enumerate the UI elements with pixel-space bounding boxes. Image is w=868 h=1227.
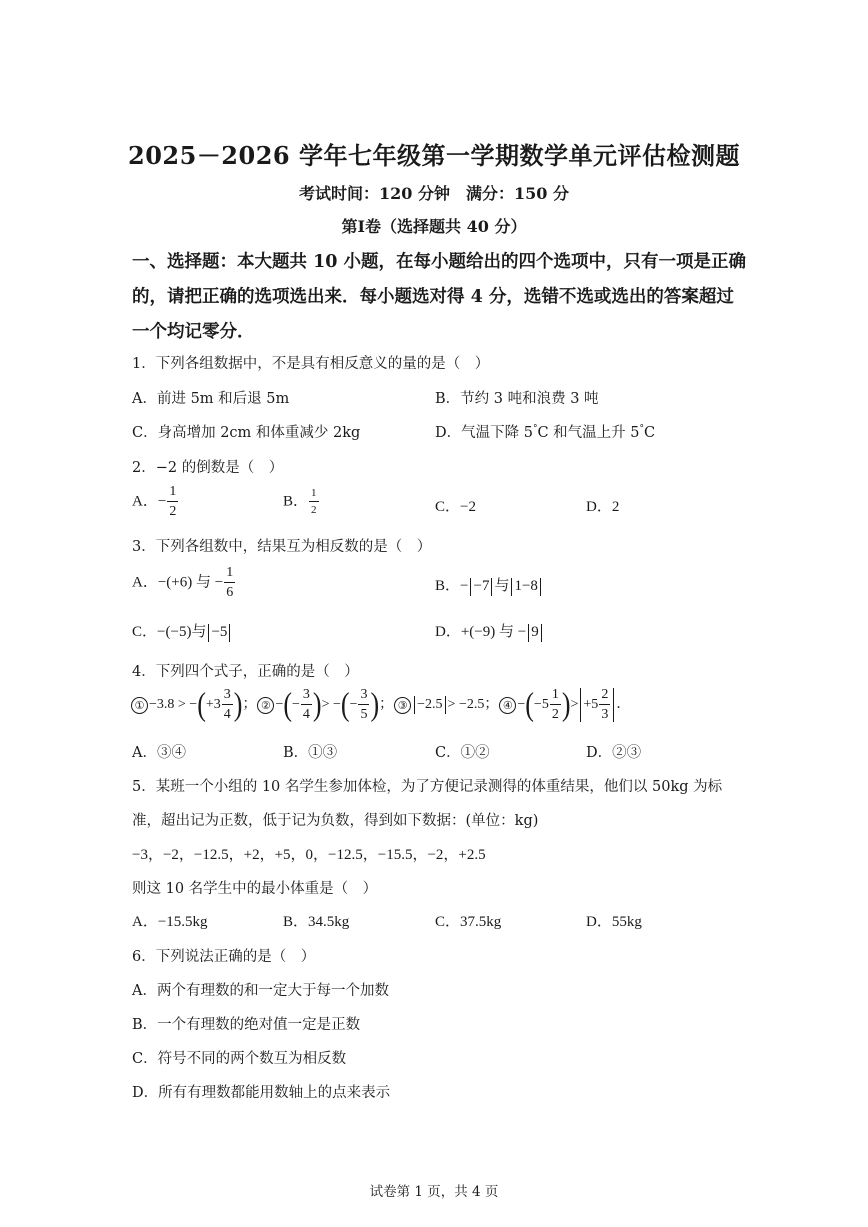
denominator: 6 (226, 585, 234, 600)
abs-bar (445, 696, 446, 714)
question-6-option-c: C．符号不同的两个数互为相反数 (132, 1051, 347, 1067)
conjunction: 与 (191, 624, 207, 640)
fraction (309, 488, 319, 516)
question-3-option-a (132, 566, 236, 600)
e1-inner: +3 (205, 697, 221, 713)
q1-d-mid: C 和气温上升 5 (537, 425, 640, 441)
question-1-option-a: A．前进 5m 和后退 5m (132, 391, 290, 407)
left-paren: ( (525, 686, 534, 723)
e2-mid: > − (321, 697, 341, 713)
question-5-data: −3，−2，−12.5，+2，+5，0，−12.5，−15.5，−2，+2.5 (132, 847, 486, 863)
option-label: A． (132, 493, 158, 510)
section-title: 第Ⅰ卷（选择题共 40 分） (341, 217, 527, 236)
e3-abs: −2.5 (417, 697, 443, 713)
question-2-option-b (283, 488, 320, 516)
option-label: B． (283, 493, 309, 510)
question-2-stem: 2．−2 的倒数是（ ） (132, 460, 284, 476)
numerator: 3 (301, 688, 312, 705)
question-2-option-c: C．−2 (435, 499, 476, 515)
numerator: 1 (224, 566, 235, 583)
abs-bar (229, 624, 230, 642)
abs-bar (580, 688, 581, 722)
page-footer: 试卷第 1 页，共 4 页 (369, 1184, 499, 1200)
question-4-stem: 4．下列四个式子，正确的是（ ） (132, 664, 359, 680)
q1-d-suffix: C (644, 425, 656, 441)
question-5-stem-3: 则这 10 名学生中的最小体重是（ ） (132, 881, 378, 897)
question-5-option-c: C．37.5kg (435, 914, 502, 930)
conjunction: 与 (494, 578, 510, 594)
question-4-option-a: A．③④ (132, 745, 186, 761)
abs-bar (470, 578, 471, 596)
abs-bar (511, 578, 512, 596)
e4-gt: > (570, 697, 579, 713)
circled-number-1: ① (131, 697, 148, 714)
fraction (167, 485, 178, 519)
minus-sign: − (157, 624, 166, 640)
question-3-option-c: C．−(−5)与 −5 (132, 620, 232, 642)
e1-left: −3.8 > − (149, 697, 198, 713)
right-paren: ) (561, 686, 571, 723)
question-4-expressions: ① −3.8 > −(+3 $\frac{3}{4}$ )； ② −(− $\frac{3}{4}$ )> −(− $\frac{3}{5}$ )； ③ −2.5 > −2.5； ④ −(−5 $\frac{1}{2}$ )> +5 $\frac{2}{3}$ ． (130, 688, 630, 722)
denominator: 2 (311, 504, 317, 516)
abs-content: 1−8 (514, 578, 538, 594)
question-6-option-b: B．一个有理数的绝对值一定是正数 (132, 1017, 361, 1033)
abs-bar (541, 624, 542, 642)
question-5-option-a: A．−15.5kg (132, 914, 208, 930)
minus-sign: − (460, 578, 469, 594)
question-5-stem-2: 准，超出记为正数，低于记为负数，得到如下数据：(单位：kg) (132, 813, 539, 829)
right-paren: ) (312, 686, 322, 723)
option-label: A． (132, 574, 158, 591)
left-paren: ( (197, 686, 206, 723)
separator: ； (484, 697, 499, 713)
abs-bar (613, 688, 614, 722)
paren-content: −5 (170, 624, 187, 640)
minus-sign: − (157, 493, 167, 510)
denominator: 2 (169, 504, 177, 519)
question-5-option-d: D．55kg (586, 914, 642, 930)
circled-number-4: ④ (499, 697, 516, 714)
question-3-stem: 3．下列各组数中，结果互为相反数的是（ ） (132, 539, 432, 555)
instructions-line-2: 的，请把正确的选项选出来．每小题选对得 4 分，选错不选或选出的答案超过 (132, 287, 734, 307)
separator: ； (242, 697, 257, 713)
e2-left: − (275, 697, 284, 713)
denominator: 4 (223, 707, 231, 722)
fraction (224, 566, 235, 600)
degree-symbol: ° (639, 424, 645, 435)
e4-abs: +5 (583, 697, 599, 713)
separator: ； (379, 697, 394, 713)
instructions-line-3: 一个均记零分． (132, 322, 255, 342)
abs-bar (208, 624, 209, 642)
question-4-option-c: C．①② (435, 745, 490, 761)
left-paren: ( (283, 686, 293, 723)
denominator: 5 (360, 707, 368, 722)
question-2-option-d: D．2 (586, 499, 620, 515)
question-3-option-b (435, 574, 543, 596)
denominator: 2 (551, 707, 559, 722)
expression: −(+6) 与 − (157, 574, 224, 591)
fraction (222, 688, 233, 722)
right-paren: ) (370, 686, 380, 723)
numerator: 1 (550, 688, 561, 705)
question-5-option-b: B．34.5kg (283, 914, 350, 930)
exam-title: 2025－2026 学年七年级第一学期数学单元评估检测题 (128, 141, 740, 170)
numerator: 2 (599, 688, 610, 705)
numerator: 3 (358, 688, 369, 705)
question-2-option-a (132, 485, 179, 519)
fraction (301, 688, 312, 722)
end-period: ． (616, 697, 631, 713)
denominator: 3 (601, 707, 609, 722)
e4-left: − (517, 697, 526, 713)
question-5-stem-1: 5．某班一个小组的 10 名学生参加体检，为了方便记录测得的体重结果，他们以 50kg 为标 (132, 779, 723, 795)
option-label: D． (435, 624, 461, 640)
question-4-option-b: B．①③ (283, 745, 338, 761)
question-1-option-d (435, 421, 655, 442)
option-label: C． (132, 624, 158, 640)
question-6-option-a: A．两个有理数的和一定大于每一个加数 (132, 983, 389, 999)
expression: +(−9) 与 − (460, 624, 527, 640)
q1-d-prefix: D．气温下降 5 (435, 425, 533, 441)
abs-content: 9 (531, 624, 539, 640)
abs-bar (414, 696, 415, 714)
instructions-line-1: 一、选择题：本大题共 10 小题，在每小题给出的四个选项中，只有一项是正确 (132, 252, 747, 272)
fraction (358, 688, 369, 722)
numerator: 1 (309, 488, 319, 502)
option-label: B． (435, 578, 461, 594)
right-paren: ) (233, 686, 243, 723)
denominator: 4 (302, 707, 310, 722)
abs-bar (491, 578, 492, 596)
abs-content: −7 (473, 578, 490, 594)
degree-symbol: ° (532, 424, 538, 435)
question-1-option-b: B．节约 3 吨和浪费 3 吨 (435, 391, 599, 407)
question-6-option-d: D．所有有理数都能用数轴上的点来表示 (132, 1085, 391, 1101)
e4-inner: −5 (533, 697, 549, 713)
question-4-option-d: D．②③ (586, 745, 642, 761)
question-6-stem: 6．下列说法正确的是（ ） (132, 949, 316, 965)
abs-bar (528, 624, 529, 642)
numerator: 1 (167, 485, 178, 502)
question-1-option-c: C．身高增加 2cm 和体重减少 2kg (132, 425, 361, 441)
left-paren: ( (340, 686, 350, 723)
exam-info: 考试时间：120 分钟 满分：150 分 (299, 184, 569, 203)
abs-bar (540, 578, 541, 596)
abs-content: −5 (211, 624, 228, 640)
fraction (550, 688, 561, 722)
question-1-stem: 1．下列各组数据中，不是具有相反意义的量的是（ ） (132, 356, 490, 372)
fraction (599, 688, 610, 722)
numerator: 3 (222, 688, 233, 705)
e3-right: > −2.5 (447, 697, 485, 713)
circled-number-3: ③ (394, 697, 411, 714)
circled-number-2: ② (257, 697, 274, 714)
question-3-option-d (435, 620, 544, 642)
